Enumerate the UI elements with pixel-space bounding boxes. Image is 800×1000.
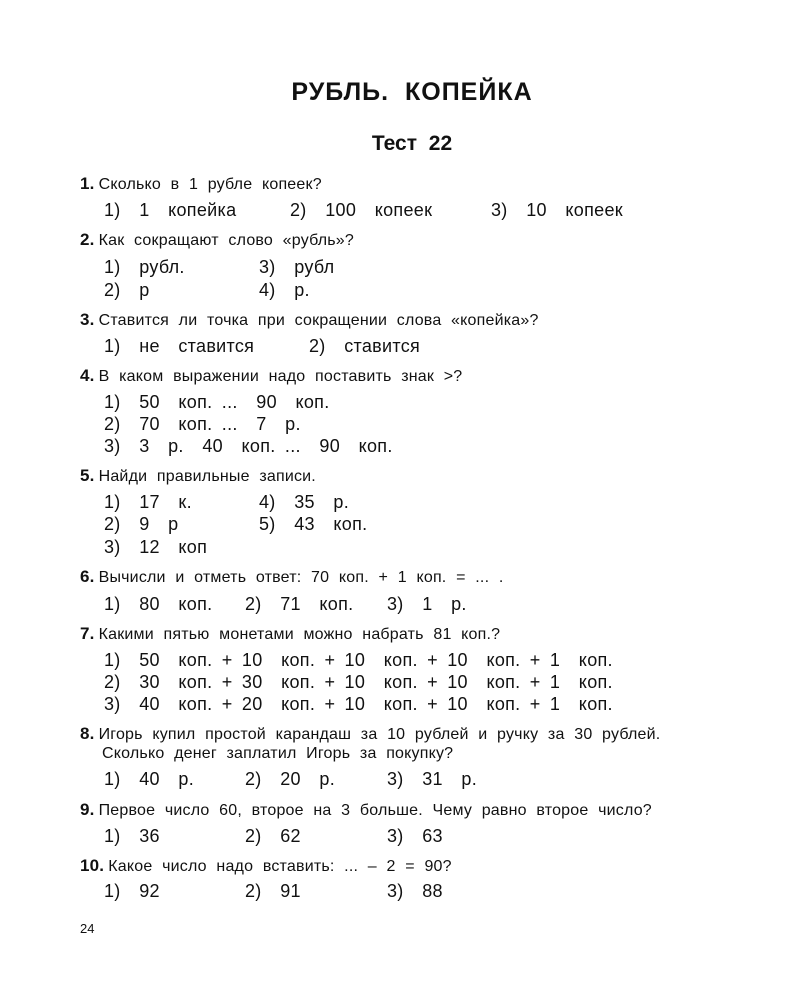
question-text: Сколько в 1 рубле копеек? xyxy=(98,176,322,193)
option[interactable]: 5) 43 коп. xyxy=(259,514,368,534)
option[interactable]: 3) 1 р. xyxy=(387,594,467,614)
option[interactable]: 4) 35 р. xyxy=(259,492,350,512)
question-1 xyxy=(80,174,322,194)
question-text: В каком выражении надо поставить знак >? xyxy=(98,368,463,385)
option[interactable]: 3) 3 р. 40 коп. ... 90 коп. xyxy=(104,436,393,456)
question-2 xyxy=(80,230,354,250)
question-text: Как сокращают слово «рубль»? xyxy=(98,232,354,249)
question-7 xyxy=(80,624,500,644)
option[interactable]: 3) 10 копеек xyxy=(491,200,623,220)
option[interactable]: 2) 30 коп. + 30 коп. + 10 коп. + 10 коп. + 1 коп. xyxy=(104,672,613,692)
option[interactable]: 2) 70 коп. ... 7 р. xyxy=(104,414,301,434)
question-number: 8. xyxy=(80,724,95,743)
question-number: 9. xyxy=(80,800,95,819)
question-text: Найди правильные записи. xyxy=(98,468,316,485)
question-5 xyxy=(80,466,316,486)
question-number: 4. xyxy=(80,366,95,385)
option[interactable]: 2) 100 копеек xyxy=(290,200,433,220)
question-text: Ставится ли точка при сокращении слова «копейка»? xyxy=(98,312,539,329)
option[interactable]: 1) 17 к. xyxy=(104,492,192,512)
option[interactable]: 2) 9 р xyxy=(104,514,179,534)
option[interactable]: 2) 91 xyxy=(245,881,301,901)
option[interactable]: 1) 92 xyxy=(104,881,160,901)
option[interactable]: 3) 12 коп xyxy=(104,537,208,557)
question-8-continued: Сколько денег заплатил Игорь за покупку? xyxy=(102,745,454,762)
option[interactable]: 1) не ставится xyxy=(104,336,255,356)
question-8 xyxy=(80,724,660,744)
option[interactable]: 2) 62 xyxy=(245,826,301,846)
option[interactable]: 3) рубл xyxy=(259,257,335,277)
question-3 xyxy=(80,310,539,330)
option[interactable]: 2) ставится xyxy=(309,336,421,356)
option[interactable]: 3) 31 р. xyxy=(387,769,478,789)
option[interactable]: 3) 63 xyxy=(387,826,443,846)
question-6 xyxy=(80,567,504,587)
question-number: 5. xyxy=(80,466,95,485)
question-number: 6. xyxy=(80,567,95,586)
question-text: Какое число надо вставить: ... – 2 = 90? xyxy=(108,858,452,875)
question-text: Вычисли и отметь ответ: 70 коп. + 1 коп. = ... . xyxy=(98,569,504,586)
option[interactable]: 1) 36 xyxy=(104,826,160,846)
option[interactable]: 1) 80 коп. xyxy=(104,594,213,614)
question-number: 10. xyxy=(80,856,105,875)
question-text: Какими пятью монетами можно набрать 81 коп.? xyxy=(98,626,501,643)
question-number: 3. xyxy=(80,310,95,329)
page-number: 24 xyxy=(80,921,95,936)
question-number: 7. xyxy=(80,624,95,643)
option[interactable]: 2) 20 р. xyxy=(245,769,336,789)
option[interactable]: 2) р xyxy=(104,280,150,300)
page-title: РУБЛЬ. КОПЕЙКА xyxy=(291,78,533,106)
test-title: Тест 22 xyxy=(371,132,453,155)
option[interactable]: 1) 50 коп. + 10 коп. + 10 коп. + 10 коп. + 1 коп. xyxy=(104,650,613,670)
option[interactable]: 1) 40 р. xyxy=(104,769,195,789)
option[interactable]: 1) 1 копейка xyxy=(104,200,237,220)
option[interactable]: 3) 40 коп. + 20 коп. + 10 коп. + 10 коп. + 1 коп. xyxy=(104,694,613,714)
option[interactable]: 3) 88 xyxy=(387,881,443,901)
option[interactable]: 1) 50 коп. ... 90 коп. xyxy=(104,392,330,412)
option[interactable]: 1) рубл. xyxy=(104,257,185,277)
option[interactable]: 4) р. xyxy=(259,280,310,300)
question-number: 2. xyxy=(80,230,95,249)
question-9 xyxy=(80,800,652,820)
option[interactable]: 2) 71 коп. xyxy=(245,594,354,614)
question-text: Первое число 60, второе на 3 больше. Чему равно второе число? xyxy=(98,802,652,819)
question-number: 1. xyxy=(80,174,95,193)
question-4 xyxy=(80,366,462,386)
question-10 xyxy=(80,856,452,876)
question-text: Игорь купил простой карандаш за 10 рублей и ручку за 30 рублей. xyxy=(98,726,661,743)
